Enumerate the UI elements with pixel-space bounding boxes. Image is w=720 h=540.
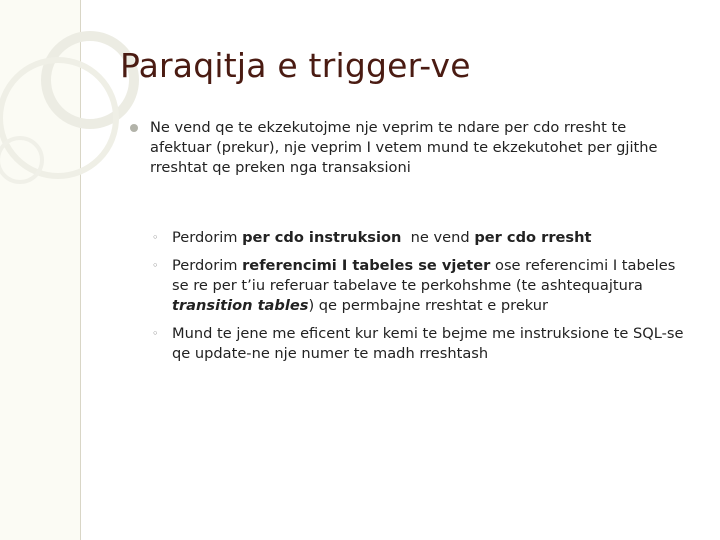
- sub-bullet-1: [146, 228, 690, 248]
- slide-content: [130, 118, 690, 372]
- main-bullet: [130, 118, 690, 178]
- sub-bullet-2-bold: referencimi I tabeles se vjeter: [242, 257, 491, 274]
- sub-bullet-1-pre: Perdorim: [172, 229, 243, 246]
- sub-bullet-2-post: ) qe permbajne rreshtat e prekur: [308, 297, 549, 314]
- sub-bullet-3: [146, 324, 690, 364]
- sub-bullet-ring-icon: ◦: [152, 327, 159, 340]
- sub-bullet-2-bold-italic: transition tables: [172, 297, 309, 314]
- sub-bullet-2: [146, 256, 690, 316]
- sub-bullet-2-pre: Perdorim: [172, 257, 243, 274]
- sub-bullet-3-text: Mund te jene me eficent kur kemi te bejme me instruksione te SQL-se qe update-ne nje numer te madh rreshtash: [172, 325, 684, 362]
- slide-title: Paraqitja e trigger-ve: [120, 46, 471, 85]
- sub-bullet-ring-icon: ◦: [152, 259, 159, 272]
- sub-bullet-list: [146, 228, 690, 364]
- sub-bullet-ring-icon: ◦: [152, 231, 159, 244]
- sub-bullet-2-mid: ose referencimi I tabeles se re per t’iu referuar tabelave te perkohshme (te ashtequajtura: [172, 257, 676, 294]
- main-bullet-text: Ne vend qe te ekzekutojme nje veprim te ndare per cdo rresht te afektuar (prekur), nje veprim I vetem mund te ekzekutohet per gjithe rreshtat qe preken nga transaksioni: [150, 119, 658, 176]
- sub-bullet-1-bold-1: per cdo instruksion: [242, 229, 402, 246]
- sub-bullet-1-mid: ne vend: [401, 229, 475, 246]
- sub-bullet-1-bold-2: per cdo rresht: [474, 229, 592, 246]
- bullet-dot-icon: [130, 124, 138, 132]
